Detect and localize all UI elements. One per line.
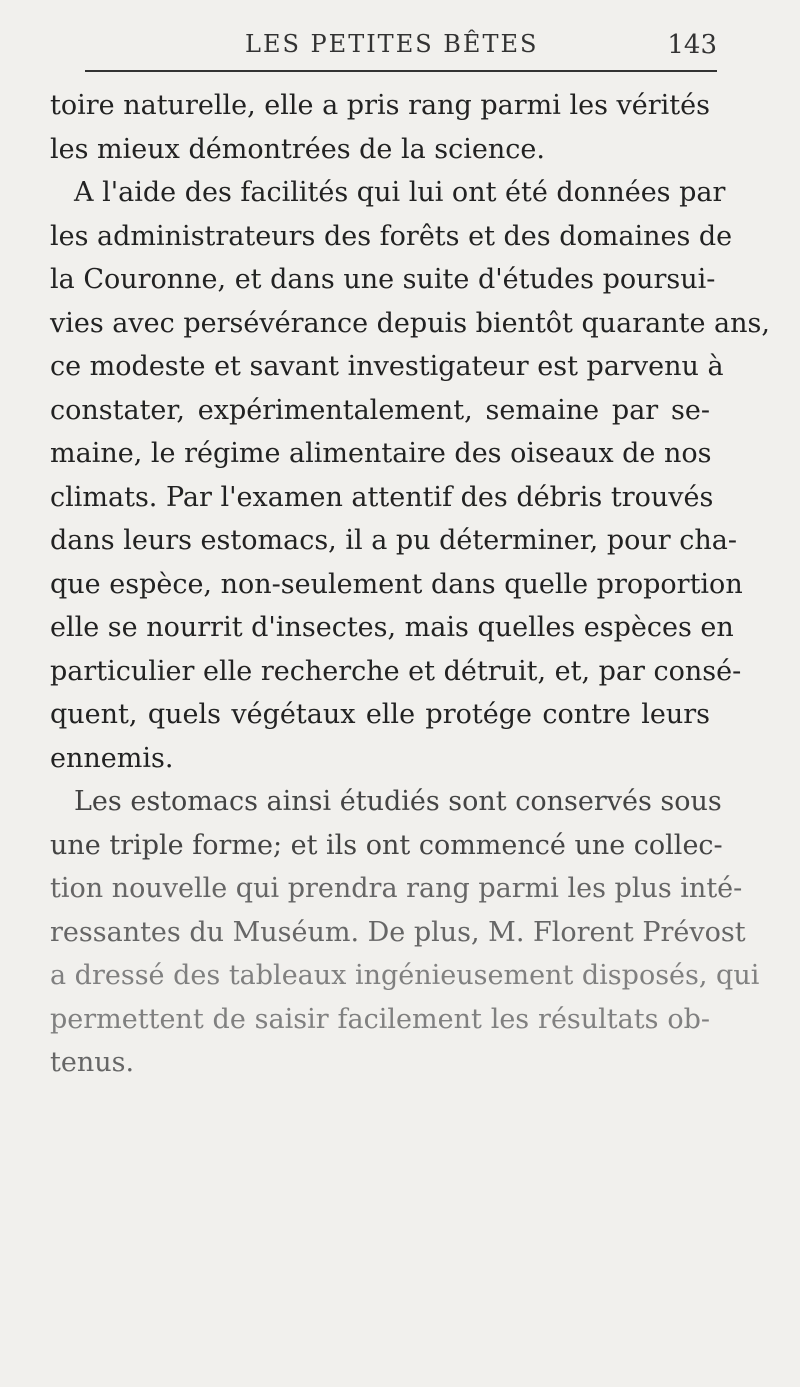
text-line: constater, expérimentalement, semaine par se- — [50, 394, 710, 426]
text-line: dans leurs estomacs, il a pu déterminer, pour cha- — [50, 525, 737, 556]
text-line: permettent de saisir facilement les résultats ob- — [50, 1003, 710, 1035]
header-rule — [85, 70, 717, 72]
text-line: ce modeste et savant investigateur est parvenu à — [50, 351, 724, 382]
page-number: 143 — [667, 30, 717, 60]
running-title: LES PETITES BÊTES — [245, 30, 539, 58]
text-line: Les estomacs ainsi étudiés sont conservés sous — [74, 786, 722, 817]
text-line: particulier elle recherche et détruit, et, par consé- — [50, 655, 742, 687]
text-line: une triple forme; et ils ont commencé une collec- — [50, 829, 723, 861]
text-line: maine, le régime alimentaire des oiseaux de nos — [50, 438, 712, 469]
text-line: les mieux démontrées de la science. — [50, 133, 545, 165]
text-line: A l'aide des facilités qui lui ont été données par — [74, 177, 726, 208]
text-line: toire naturelle, elle a pris rang parmi les vérités — [50, 90, 710, 121]
text-line: tenus. — [50, 1047, 135, 1078]
text-line: quent, quels végétaux elle protége contre leurs — [50, 699, 710, 730]
text-line: que espèce, non-seulement dans quelle proportion — [50, 568, 743, 600]
text-line: elle se nourrit d'insectes, mais quelles espèces en — [50, 612, 734, 643]
text-line: climats. Par l'examen attentif des débris trouvés — [50, 481, 714, 513]
text-line: la Couronne, et dans une suite d'études poursui- — [50, 264, 716, 295]
text-line: a dressé des tableaux ingénieusement disposés, qui — [50, 960, 760, 991]
text-line: tion nouvelle qui prendra rang parmi les plus inté- — [50, 873, 743, 904]
text-line: ennemis. — [50, 742, 174, 774]
page-header — [85, 30, 717, 70]
body-text — [50, 84, 770, 1085]
text-line: ressantes du Muséum. De plus, M. Florent Prévost — [50, 916, 746, 948]
text-line: vies avec persévérance depuis bientôt quarante ans, — [50, 307, 770, 339]
text-line: les administrateurs des forêts et des domaines de — [50, 220, 733, 252]
